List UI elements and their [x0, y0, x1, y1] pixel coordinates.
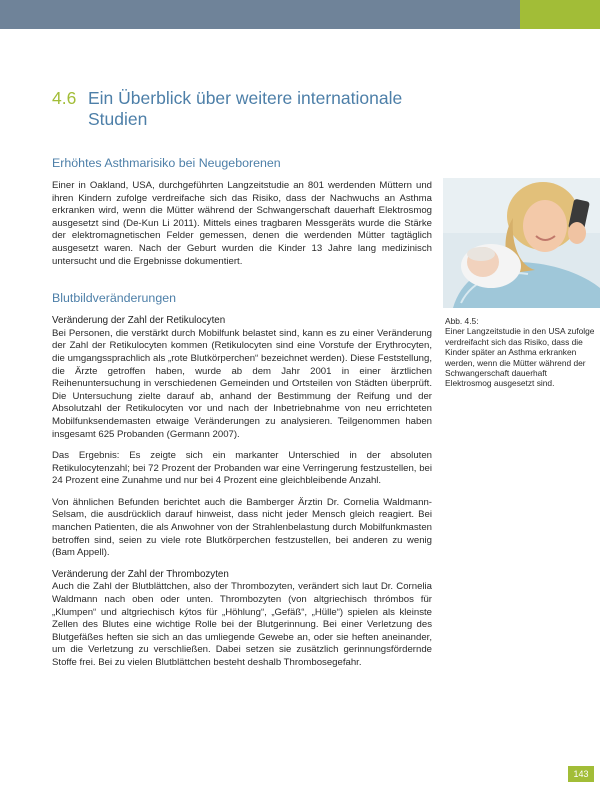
- chapter-number: 4.6: [52, 88, 77, 108]
- figure-photo-mother-baby: [443, 178, 600, 308]
- subheading-thrombozyten: Veränderung der Zahl der Thrombozyten: [52, 568, 229, 580]
- header-band: [0, 0, 600, 29]
- figure-label: Abb. 4.5:: [445, 316, 479, 326]
- paragraph-thrombozyten: Auch die Zahl der Blutblättchen, also der Thrombozyten, verändert sich laut Dr. Cornelia Waldmann nach oben oder unten. Thrombozyten (von altgriechisch thrómbos für „Klumpen“ und altgriechisch kýtos für „Höhlung“, „Gefäß“, „Hülle“) spielen als kleinste Zellen des Blutes eine wichtige Rolle bei der Blutgerinnung. Bei einer Verletzung des Blutgefäßes heften sie sich an das umliegende Gewebe an, oder sie heften aneinander, um die Verletzung zu verschließen. Dabei setzen sie zusätzlich gerinnungsfördernde Stoffe frei. Bei zu vielen Blutblättchen besteht deshalb Thrombosegefahr.: [52, 581, 432, 668]
- chapter-title: Ein Überblick über weitere internationale Studien: [88, 88, 403, 129]
- section-heading-blutbild: Blutbildveränderungen: [52, 291, 176, 306]
- figure-caption-text: Einer Langzeitstudie in den USA zufolge verdreifacht sich das Risiko, dass die Kinder später an Asthma erkranken werden, wenn die Mütter während der Schwangerschaft dauerhaft Elektrosmog ausgesetzt sind.: [445, 326, 595, 389]
- paragraph-ergebnis: Das Ergebnis: Es zeigte sich ein markanter Unterschied in der absoluten Retikulocytenzahl; bei 72 Prozent der Probanden war eine Verringerung festzustellen, bei 24 Prozent eine Zunahme und nur bei 4 Prozent eine gleichbleibende Anzahl.: [52, 450, 432, 487]
- subheading-retikulocyten: Veränderung der Zahl der Retikulocyten: [52, 315, 226, 327]
- chapter-heading: [52, 88, 452, 130]
- main-column: [52, 156, 432, 679]
- paragraph-befunde: Von ähnlichen Befunden berichtet auch die Bamberger Ärztin Dr. Cornelia Waldmann-Selsam, die ausdrücklich darauf hinweist, dass nicht jeder Mensch gleich reagiert. Bei manchen Patienten, die als Anwohner von der Strahlenbelastung durch Mobilfunkmasten betroffen sind, seien zu viele rote Blutkörperchen festzustellen, bei anderen zu wenig (Bam Appell).: [52, 496, 432, 559]
- section-heading-asthma: Erhöhtes Asthmarisiko bei Neugeborenen: [52, 156, 281, 170]
- paragraph-retikulocyten: Bei Personen, die verstärkt durch Mobilfunk belastet sind, kann es zu einer Veränderung der Zahl der Retikulocyten kommen (Retikulocyten sind eine Vorstufe der Erythrocyten, die umgangssprachlich als „rote Blutkörperchen“ bezeichnet werden). Diese Feststellung, die Ärzte getroffen haben, wurde ab dem Jahr 2001 in einer ärztlichen Reihenuntersuchung in verschiedenen Gemeinden und Ortsteilen von Städten überprüft. Die Untersuchung zielte darauf ab, anhand der Bestimmung der Reifung und der Absolutzahl der Retikulocyten vor und nach der Inbetriebnahme von neu errichteten Mobilfunksendemasten etwaige Veränderungen zu analysieren. Teilgenommen haben insgesamt 625 Probanden (Germann 2007).: [52, 327, 432, 440]
- page-number: 143: [568, 766, 594, 782]
- paragraph-asthma: Einer in Oakland, USA, durchgeführten Langzeitstudie an 801 werdenden Müttern und ihren Kindern zufolge verdreifache sich das Risiko, dass der Nachwuchs an Asthma erkranken wird, wenn die Mütter während der Schwangerschaft dauerhaft Elektrosmog ausgesetzt sind (De-Kun Li 2011). Mittels eines tragbaren Messgeräts wurde die Stärke der elektromagnetischen Felder gemessen, denen die werdenden Mütter tagtäglich ausgesetzt waren. Nach der Geburt wurden die Kinder 13 Jahre lang medizinisch untersucht und die Ergebnisse dokumentiert.: [52, 180, 432, 267]
- figure-caption: [445, 316, 595, 389]
- header-accent: [520, 0, 600, 29]
